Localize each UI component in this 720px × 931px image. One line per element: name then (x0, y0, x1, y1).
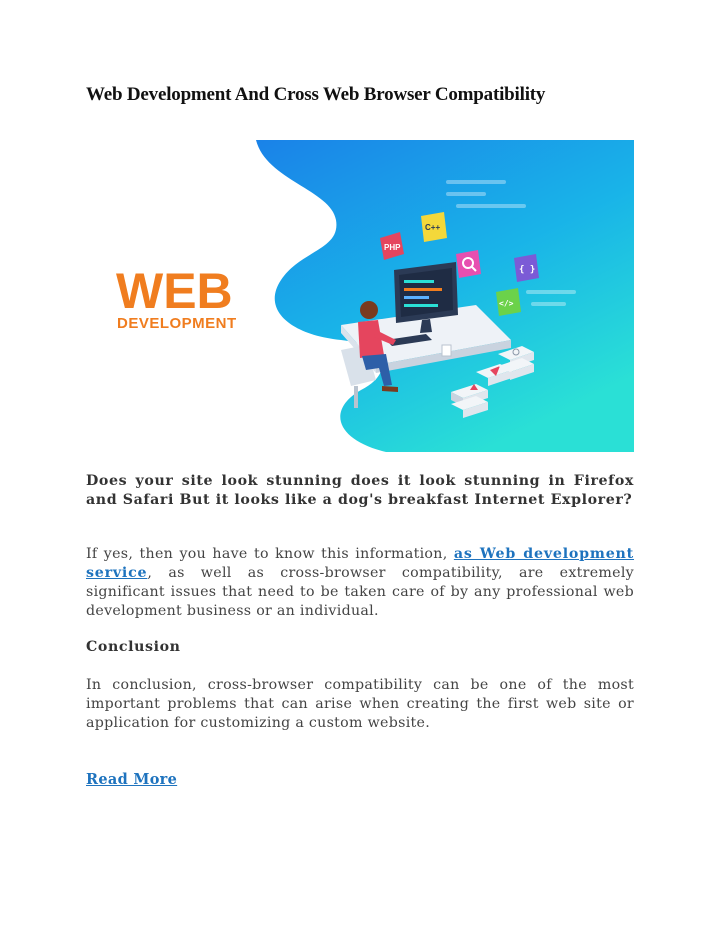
svg-text:PHP: PHP (384, 243, 401, 252)
svg-text:</>: </> (499, 299, 514, 308)
logo-web-text: WEB (116, 263, 233, 319)
cpp-badge-icon (421, 212, 447, 242)
code-badge-icon (496, 288, 521, 316)
search-badge-icon (456, 250, 481, 278)
lead-question: Does your site look stunning does it look stunning in Firefox and Safari But it looks like a dog's breakfast Internet Explorer? (86, 473, 634, 508)
hero-illustration (86, 140, 634, 452)
logo-development-text: DEVELOPMENT (117, 315, 237, 332)
svg-text:C++: C++ (425, 223, 441, 232)
conclusion-paragraph: In conclusion, cross-browser compatibility can be one of the most important problems that can arise when creating the first web site or application for customizing a custom website. (86, 677, 634, 731)
mug-icon (442, 345, 451, 356)
svg-text:{ }: { } (519, 265, 536, 275)
read-more-link[interactable]: Read More (86, 771, 178, 788)
braces-badge-icon (514, 254, 539, 282)
web-development-service-link[interactable]: as Web development service (86, 546, 635, 581)
conclusion-heading: Conclusion (86, 639, 181, 655)
intro-text-after: , as well as cross-browser compatibility, are extremely significant issues that need to be taken care of by any professional web development business or an individual. (86, 565, 634, 619)
intro-paragraph (86, 545, 634, 621)
page-title: Web Development And Cross Web Browser Compatibility (86, 84, 546, 105)
intro-text-before: If yes, then you have to know this information, (86, 546, 454, 562)
